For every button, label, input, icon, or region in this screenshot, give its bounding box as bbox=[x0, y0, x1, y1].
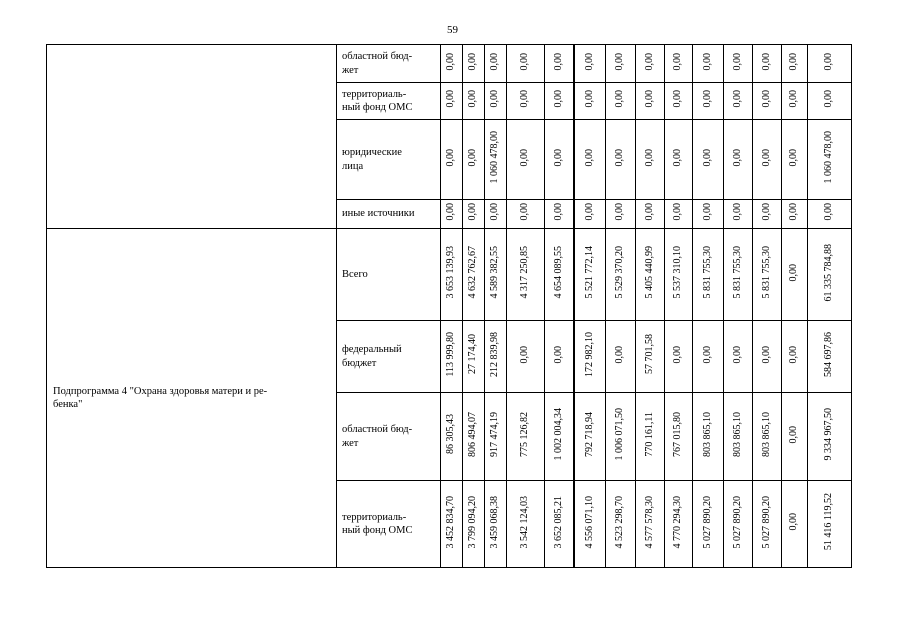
value-text: 0,00 bbox=[643, 203, 655, 221]
value-text: 4 654 089,55 bbox=[552, 246, 564, 299]
value-text: 0,00 bbox=[614, 345, 626, 364]
table-row bbox=[47, 45, 852, 83]
value-text: 0,00 bbox=[760, 203, 772, 221]
value-cell bbox=[665, 321, 693, 393]
value-cell bbox=[507, 45, 545, 83]
value-cell bbox=[808, 393, 852, 481]
value-text: 806 494,07 bbox=[467, 411, 479, 457]
value-text: 0,00 bbox=[445, 148, 457, 167]
value-text: 917 474,19 bbox=[489, 411, 501, 457]
funding-source-label: иные источники bbox=[337, 200, 441, 229]
value-cell bbox=[463, 120, 485, 200]
value-cell bbox=[485, 120, 507, 200]
value-cell bbox=[782, 200, 808, 229]
table-row bbox=[47, 229, 852, 321]
value-text: 5 027 890,20 bbox=[760, 495, 772, 549]
value-cell bbox=[441, 393, 463, 481]
value-text: 0,00 bbox=[823, 52, 835, 71]
value-text: 0,00 bbox=[552, 203, 564, 221]
value-text: 0,00 bbox=[467, 148, 479, 167]
value-text: 4 556 071,10 bbox=[583, 495, 595, 549]
value-text: 0,00 bbox=[519, 52, 531, 71]
value-text: 5 831 755,30 bbox=[701, 246, 713, 299]
value-cell bbox=[636, 120, 665, 200]
value-text: 5 537 310,10 bbox=[672, 246, 684, 299]
value-cell bbox=[665, 45, 693, 83]
value-text: 172 982,10 bbox=[583, 331, 595, 377]
value-text: 0,00 bbox=[701, 148, 713, 167]
value-text: 0,00 bbox=[788, 513, 800, 531]
value-cell bbox=[545, 120, 574, 200]
value-cell bbox=[463, 229, 485, 321]
value-text: 0,00 bbox=[788, 425, 800, 444]
value-text: 0,00 bbox=[643, 148, 655, 167]
value-cell bbox=[782, 393, 808, 481]
value-cell bbox=[574, 200, 606, 229]
value-text: 0,00 bbox=[552, 52, 564, 71]
value-text: 1 002 004,34 bbox=[552, 408, 564, 461]
value-text: 0,00 bbox=[672, 345, 684, 364]
value-text: 61 335 784,88 bbox=[823, 243, 835, 302]
value-cell bbox=[507, 393, 545, 481]
value-cell bbox=[782, 229, 808, 321]
value-cell bbox=[441, 481, 463, 568]
value-cell bbox=[753, 83, 782, 120]
value-cell bbox=[507, 229, 545, 321]
value-text: 3 652 085,21 bbox=[552, 495, 564, 549]
value-cell bbox=[574, 321, 606, 393]
value-cell bbox=[693, 45, 724, 83]
subprogram-title: Подпрограмма 4 "Охрана здоровья матери и ре- бенка" bbox=[47, 229, 337, 568]
value-cell bbox=[693, 83, 724, 120]
value-text: 767 015,80 bbox=[672, 411, 684, 457]
value-cell bbox=[463, 393, 485, 481]
value-text: 0,00 bbox=[760, 90, 772, 108]
value-text: 0,00 bbox=[614, 52, 626, 71]
value-text: 86 305,43 bbox=[445, 414, 457, 455]
value-text: 5 529 370,20 bbox=[614, 246, 626, 299]
value-text: 0,00 bbox=[788, 203, 800, 221]
value-cell bbox=[693, 393, 724, 481]
funding-source-label: областной бюд- жет bbox=[337, 393, 441, 481]
value-cell bbox=[808, 321, 852, 393]
funding-source-label: территориаль- ный фонд ОМС bbox=[337, 481, 441, 568]
value-text: 0,00 bbox=[643, 52, 655, 71]
value-cell bbox=[724, 481, 753, 568]
value-text: 3 459 068,38 bbox=[489, 495, 501, 549]
value-text: 1 006 071,50 bbox=[614, 408, 626, 461]
value-cell bbox=[507, 83, 545, 120]
value-text: 0,00 bbox=[672, 148, 684, 167]
value-cell bbox=[574, 229, 606, 321]
value-cell bbox=[808, 45, 852, 83]
value-text: 0,00 bbox=[519, 203, 531, 221]
value-cell bbox=[753, 200, 782, 229]
value-cell bbox=[724, 229, 753, 321]
value-cell bbox=[606, 481, 636, 568]
value-cell bbox=[636, 393, 665, 481]
value-cell bbox=[753, 321, 782, 393]
value-text: 0,00 bbox=[445, 90, 457, 108]
value-text: 212 839,98 bbox=[489, 331, 501, 377]
value-text: 0,00 bbox=[701, 345, 713, 364]
value-text: 0,00 bbox=[788, 148, 800, 167]
value-cell bbox=[753, 229, 782, 321]
value-text: 0,00 bbox=[788, 345, 800, 364]
value-text: 5 521 772,14 bbox=[583, 246, 595, 299]
value-text: 0,00 bbox=[614, 90, 626, 108]
value-cell bbox=[441, 200, 463, 229]
value-cell bbox=[693, 481, 724, 568]
value-text: 0,00 bbox=[583, 52, 595, 71]
value-cell bbox=[724, 321, 753, 393]
value-text: 0,00 bbox=[552, 90, 564, 108]
value-text: 0,00 bbox=[614, 148, 626, 167]
value-text: 113 999,80 bbox=[445, 332, 457, 377]
value-text: 792 718,94 bbox=[583, 411, 595, 457]
value-text: 0,00 bbox=[672, 203, 684, 221]
value-text: 4 632 762,67 bbox=[467, 246, 479, 299]
value-cell bbox=[636, 45, 665, 83]
value-cell bbox=[606, 393, 636, 481]
value-text: 51 416 119,52 bbox=[823, 493, 835, 551]
value-cell bbox=[606, 45, 636, 83]
value-cell bbox=[782, 481, 808, 568]
value-cell bbox=[693, 120, 724, 200]
value-cell bbox=[545, 393, 574, 481]
value-cell bbox=[574, 120, 606, 200]
value-text: 0,00 bbox=[519, 148, 531, 167]
value-cell bbox=[808, 481, 852, 568]
value-cell bbox=[574, 393, 606, 481]
value-cell bbox=[724, 120, 753, 200]
value-text: 3 452 834,70 bbox=[445, 495, 457, 549]
value-cell bbox=[463, 481, 485, 568]
value-cell bbox=[574, 83, 606, 120]
funding-source-label: Всего bbox=[337, 229, 441, 321]
value-cell bbox=[485, 83, 507, 120]
value-cell bbox=[636, 200, 665, 229]
value-cell bbox=[545, 45, 574, 83]
value-text: 803 865,10 bbox=[701, 411, 713, 457]
value-text: 803 865,10 bbox=[760, 411, 772, 457]
value-cell bbox=[485, 200, 507, 229]
value-cell bbox=[507, 321, 545, 393]
value-cell bbox=[485, 321, 507, 393]
value-cell bbox=[545, 200, 574, 229]
value-cell bbox=[724, 393, 753, 481]
value-text: 0,00 bbox=[731, 148, 743, 167]
value-text: 9 334 967,50 bbox=[823, 408, 835, 461]
value-text: 0,00 bbox=[467, 203, 479, 221]
value-cell bbox=[665, 120, 693, 200]
value-text: 0,00 bbox=[731, 52, 743, 71]
value-text: 0,00 bbox=[489, 90, 501, 108]
value-text: 0,00 bbox=[701, 203, 713, 221]
value-text: 0,00 bbox=[788, 263, 800, 282]
value-cell bbox=[441, 83, 463, 120]
value-text: 0,00 bbox=[583, 203, 595, 221]
value-cell bbox=[808, 200, 852, 229]
value-cell bbox=[753, 45, 782, 83]
value-text: 0,00 bbox=[760, 52, 772, 71]
value-text: 0,00 bbox=[643, 90, 655, 108]
value-cell bbox=[665, 83, 693, 120]
value-text: 775 126,82 bbox=[519, 411, 531, 457]
value-cell bbox=[782, 120, 808, 200]
value-cell bbox=[782, 83, 808, 120]
value-cell bbox=[507, 120, 545, 200]
value-text: 0,00 bbox=[823, 203, 835, 221]
value-cell bbox=[693, 229, 724, 321]
value-text: 0,00 bbox=[672, 52, 684, 71]
value-text: 57 701,58 bbox=[643, 334, 655, 375]
value-cell bbox=[782, 45, 808, 83]
value-cell bbox=[574, 45, 606, 83]
value-cell bbox=[753, 120, 782, 200]
value-cell bbox=[782, 321, 808, 393]
value-cell bbox=[441, 120, 463, 200]
value-cell bbox=[485, 481, 507, 568]
value-cell bbox=[808, 120, 852, 200]
value-text: 0,00 bbox=[467, 90, 479, 108]
value-cell bbox=[636, 229, 665, 321]
value-text: 0,00 bbox=[731, 90, 743, 108]
value-cell bbox=[545, 229, 574, 321]
value-cell bbox=[507, 200, 545, 229]
value-text: 0,00 bbox=[445, 203, 457, 221]
value-text: 0,00 bbox=[519, 90, 531, 108]
value-text: 4 523 298,70 bbox=[614, 495, 626, 549]
value-text: 0,00 bbox=[672, 90, 684, 108]
value-text: 4 589 382,55 bbox=[489, 246, 501, 299]
value-cell bbox=[485, 393, 507, 481]
value-cell bbox=[665, 393, 693, 481]
funding-source-label: территориаль- ный фонд ОМС bbox=[337, 83, 441, 120]
funding-source-label: областной бюд- жет bbox=[337, 45, 441, 83]
value-text: 5 831 755,30 bbox=[731, 246, 743, 299]
value-text: 3 542 124,03 bbox=[519, 495, 531, 549]
funding-source-label: юридические лица bbox=[337, 120, 441, 200]
value-text: 0,00 bbox=[552, 148, 564, 167]
value-text: 0,00 bbox=[731, 345, 743, 364]
value-text: 0,00 bbox=[760, 345, 772, 364]
value-text: 0,00 bbox=[823, 90, 835, 108]
value-text: 0,00 bbox=[614, 203, 626, 221]
value-text: 0,00 bbox=[519, 345, 531, 364]
value-cell bbox=[463, 83, 485, 120]
value-text: 0,00 bbox=[583, 148, 595, 167]
value-text: 5 027 890,20 bbox=[731, 495, 743, 549]
value-cell bbox=[808, 83, 852, 120]
value-text: 1 060 478,00 bbox=[489, 131, 501, 184]
value-cell bbox=[724, 45, 753, 83]
value-text: 1 060 478,00 bbox=[823, 131, 835, 184]
value-text: 0,00 bbox=[445, 52, 457, 71]
value-cell bbox=[606, 229, 636, 321]
value-cell bbox=[606, 321, 636, 393]
value-cell bbox=[485, 229, 507, 321]
value-text: 27 174,40 bbox=[467, 334, 479, 375]
value-cell bbox=[753, 481, 782, 568]
value-cell bbox=[441, 229, 463, 321]
value-text: 5 831 755,30 bbox=[760, 246, 772, 299]
value-cell bbox=[636, 83, 665, 120]
value-cell bbox=[507, 481, 545, 568]
value-text: 0,00 bbox=[583, 90, 595, 108]
value-text: 4 317 250,85 bbox=[519, 246, 531, 299]
value-text: 3 799 094,20 bbox=[467, 495, 479, 549]
value-cell bbox=[463, 200, 485, 229]
value-text: 770 161,11 bbox=[643, 412, 655, 457]
value-cell bbox=[485, 45, 507, 83]
value-cell bbox=[636, 321, 665, 393]
value-text: 0,00 bbox=[701, 90, 713, 108]
value-text: 584 697,86 bbox=[823, 331, 835, 377]
value-cell bbox=[441, 45, 463, 83]
value-cell bbox=[724, 200, 753, 229]
value-cell bbox=[463, 321, 485, 393]
value-cell bbox=[441, 321, 463, 393]
value-text: 4 577 578,30 bbox=[643, 495, 655, 549]
value-cell bbox=[606, 200, 636, 229]
value-cell bbox=[606, 120, 636, 200]
value-text: 5 027 890,20 bbox=[701, 495, 713, 549]
value-text: 0,00 bbox=[760, 148, 772, 167]
page-number: 59 bbox=[447, 24, 458, 36]
value-cell bbox=[463, 45, 485, 83]
value-cell bbox=[545, 321, 574, 393]
value-text: 0,00 bbox=[788, 90, 800, 108]
value-cell bbox=[753, 393, 782, 481]
value-cell bbox=[693, 200, 724, 229]
funding-source-label: федеральный бюджет bbox=[337, 321, 441, 393]
value-cell bbox=[606, 83, 636, 120]
value-text: 0,00 bbox=[489, 52, 501, 71]
value-cell bbox=[545, 481, 574, 568]
value-cell bbox=[665, 481, 693, 568]
value-text: 0,00 bbox=[788, 52, 800, 71]
program-cell-empty bbox=[47, 45, 337, 229]
value-cell bbox=[574, 481, 606, 568]
value-cell bbox=[693, 321, 724, 393]
budget-table bbox=[46, 44, 852, 568]
value-cell bbox=[665, 229, 693, 321]
value-cell bbox=[545, 83, 574, 120]
value-text: 4 770 294,30 bbox=[672, 495, 684, 549]
value-text: 0,00 bbox=[731, 203, 743, 221]
value-text: 0,00 bbox=[467, 52, 479, 71]
value-text: 803 865,10 bbox=[731, 411, 743, 457]
value-text: 0,00 bbox=[552, 345, 564, 364]
value-cell bbox=[636, 481, 665, 568]
value-cell bbox=[724, 83, 753, 120]
value-text: 3 653 139,93 bbox=[445, 246, 457, 299]
value-text: 0,00 bbox=[489, 203, 501, 221]
value-cell bbox=[665, 200, 693, 229]
value-cell bbox=[808, 229, 852, 321]
value-text: 5 405 440,99 bbox=[643, 246, 655, 299]
value-text: 0,00 bbox=[701, 52, 713, 71]
